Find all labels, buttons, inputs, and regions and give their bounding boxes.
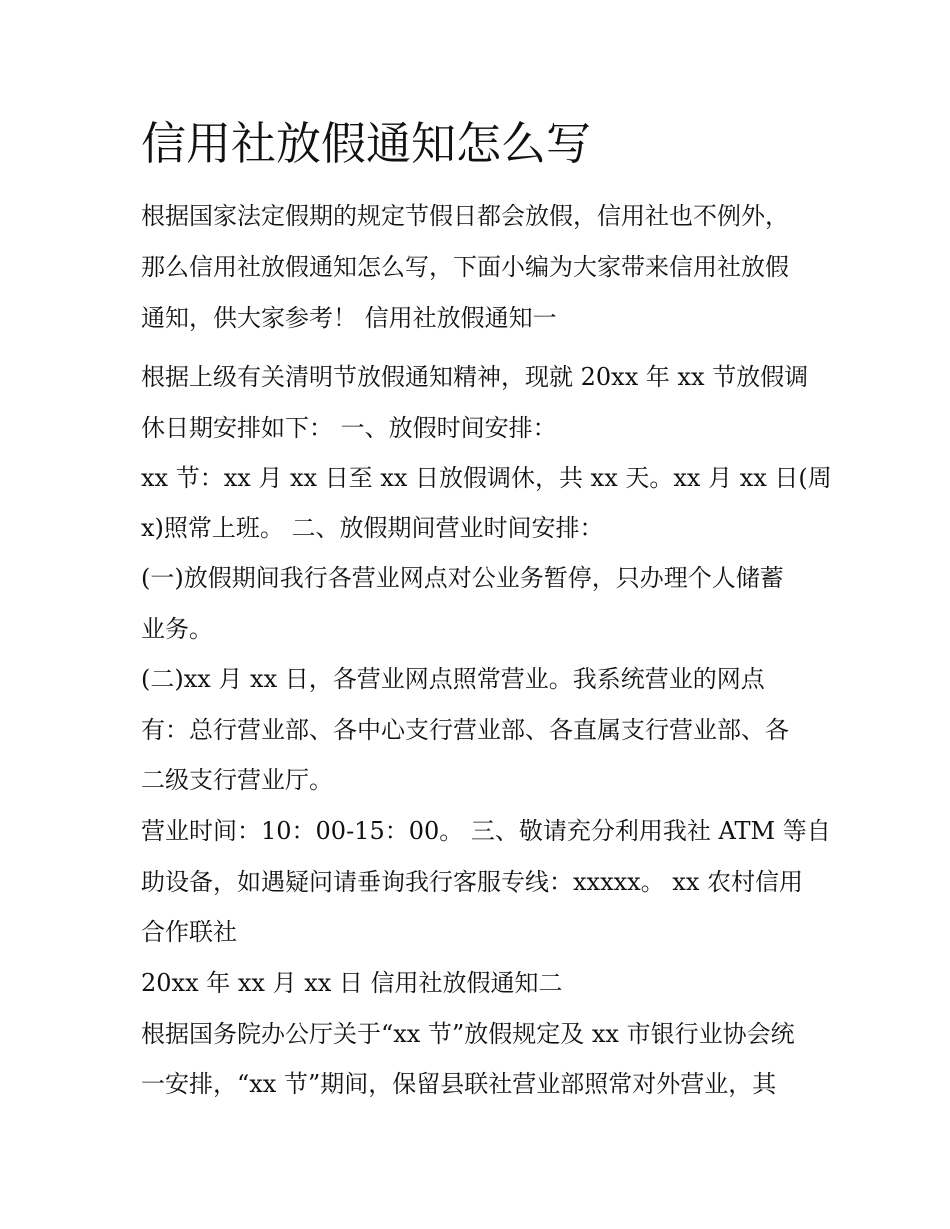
paragraph-line: 一安排，“xx 节”期间，保留县联社营业部照常对外营业，其 (141, 1070, 777, 1098)
paragraph-line: (二)xx 月 xx 日，各营业网点照常营业。我系统营业的网点 (141, 665, 765, 693)
paragraph-line: 助设备，如遇疑问请垂询我行客服专线：xxxxx。 xx 农村信用 (141, 868, 804, 896)
paragraph-line: 那么信用社放假通知怎么写，下面小编为大家带来信用社放假 (141, 253, 789, 281)
page-title: 信用社放假通知怎么写 (141, 117, 592, 170)
paragraph-line: 根据国务院办公厅关于“xx 节”放假规定及 xx 市银行业协会统 (141, 1020, 795, 1048)
paragraph-line: 营业时间：10：00-15：00。 三、敬请充分利用我社 ATM 等自 (141, 817, 831, 845)
paragraph-line: 二级支行营业厅。 (141, 766, 333, 794)
paragraph-line: 通知，供大家参考！ 信用社放假通知一 (141, 304, 557, 332)
paragraph-line: 20xx 年 xx 月 xx 日 信用社放假通知二 (141, 969, 563, 997)
paragraph-line: xx 节：xx 月 xx 日至 xx 日放假调休，共 xx 天。xx 月 xx 日(周 (141, 464, 832, 492)
paragraph-line: 根据国家法定假期的规定节假日都会放假，信用社也不例外， (141, 202, 789, 230)
paragraph-line: 根据上级有关清明节放假通知精神，现就 20xx 年 xx 节放假调 (141, 363, 809, 391)
paragraph-line: 合作联社 (141, 918, 237, 946)
paragraph-line: x)照常上班。 二、放假期间营业时间安排： (141, 514, 604, 542)
paragraph-line: 业务。 (141, 615, 213, 643)
paragraph-line: 休日期安排如下： 一、放假时间安排： (141, 414, 557, 442)
paragraph-line: 有：总行营业部、各中心支行营业部、各直属支行营业部、各 (141, 716, 789, 744)
paragraph-line: (一)放假期间我行各营业网点对公业务暂停，只办理个人储蓄 (141, 564, 784, 592)
